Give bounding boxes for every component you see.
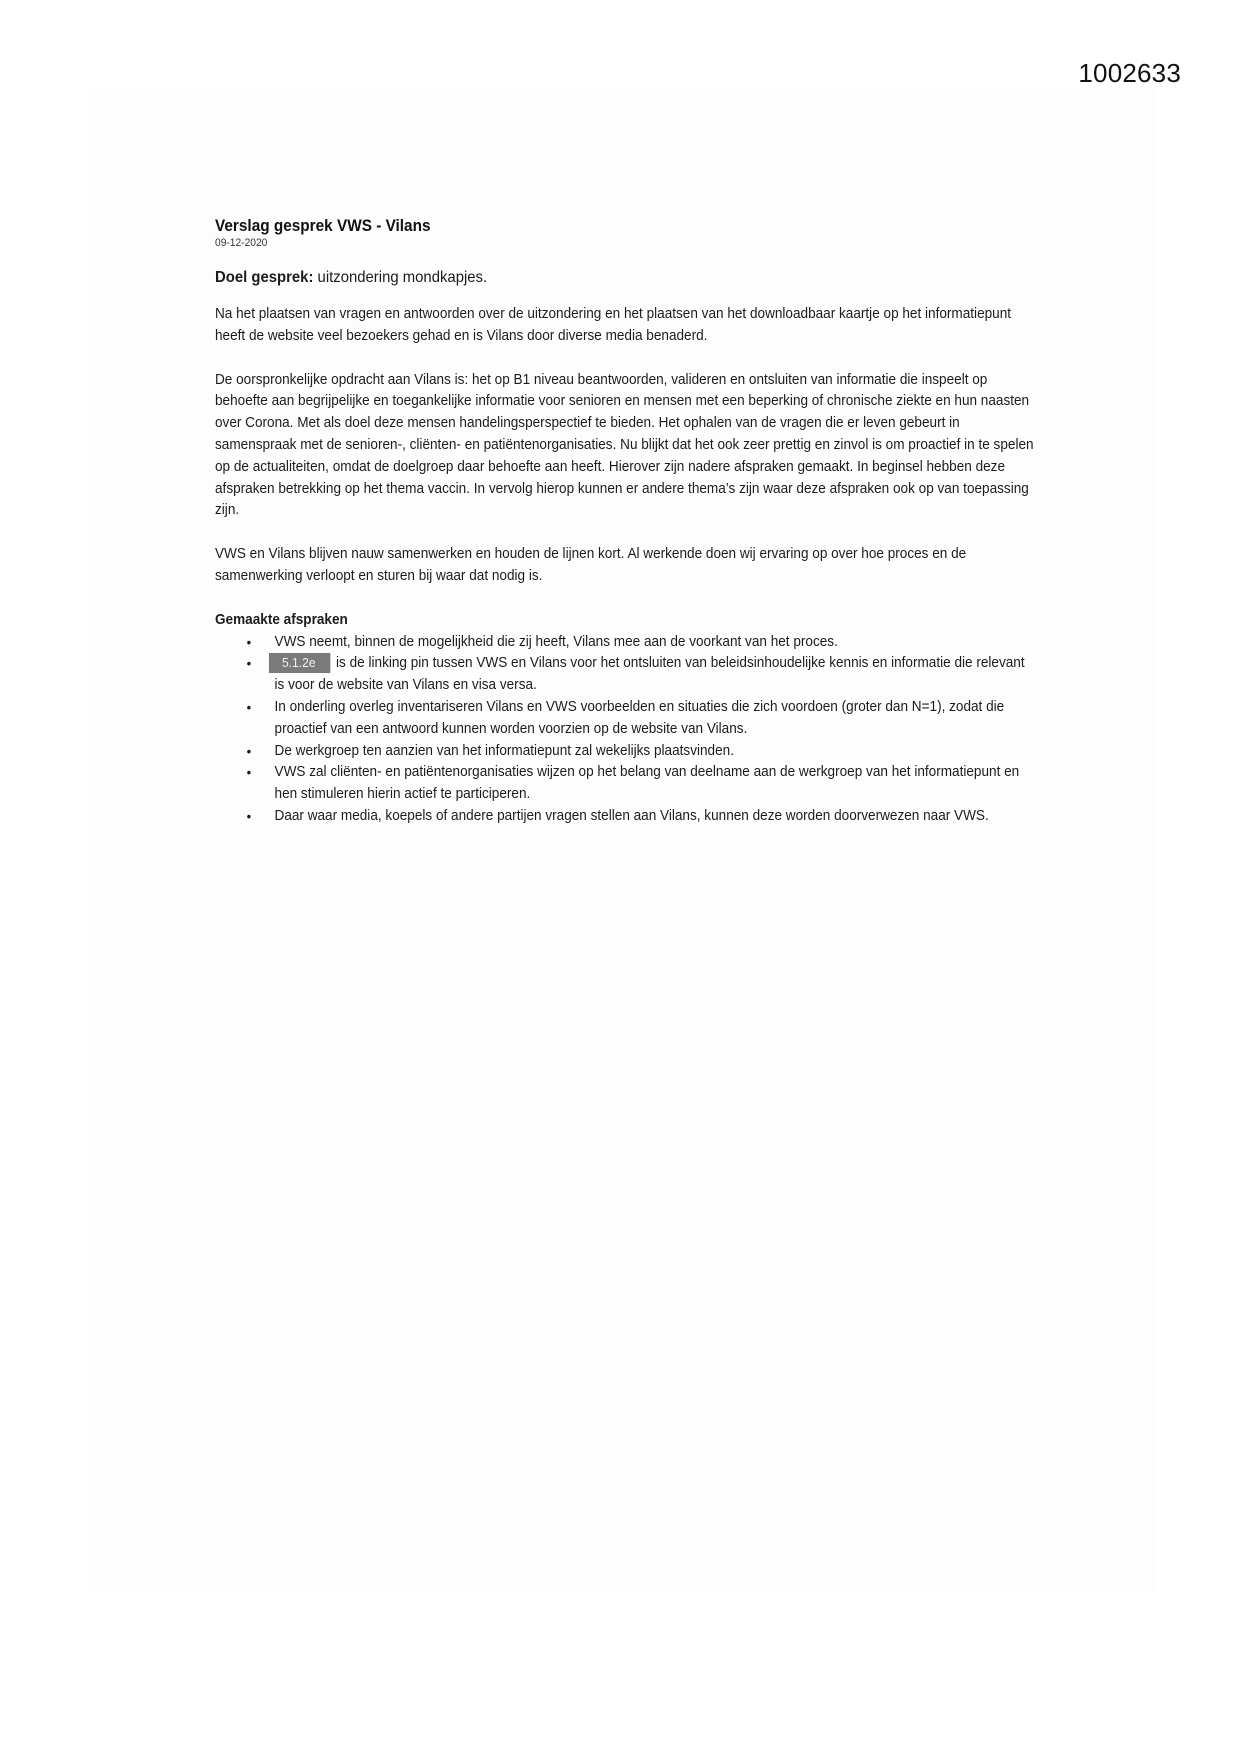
- list-item: [215, 762, 1035, 806]
- paragraph-intro: Na het plaatsen van vragen en antwoorden over de uitzondering en het plaatsen van het downloadbaar kaartje op het informatiepunt heeft de website veel bezoekers gehad en is Vilans door diverse media benaderd.: [215, 306, 1012, 344]
- goal-label: Doel gesprek:: [215, 269, 314, 286]
- list-item: [215, 806, 1035, 828]
- redaction-box: 5.1.2e: [269, 653, 331, 673]
- bullet-icon: •: [246, 764, 252, 781]
- list-item: [215, 632, 1035, 654]
- bullet-icon: •: [246, 807, 252, 824]
- list-item-text: In onderling overleg inventariseren Vilans en VWS voorbeelden en situaties die zich voordoen (groter dan N=1), zodat die proactief van een antwoord kunnen worden voorzien op de website van Vilans.: [274, 698, 1005, 737]
- agreements-heading: Gemaakte afspraken: [215, 611, 348, 628]
- agreements-list: [215, 632, 1035, 828]
- bullet-icon: •: [246, 655, 252, 672]
- list-item-text: is de linking pin tussen VWS en Vilans voor het ontsluiten van beleidsinhoudelijke kennis en informatie die relevant is voor de website van Vilans en visa versa.: [274, 655, 1025, 694]
- paragraph-assignment: De oorspronkelijke opdracht aan Vilans is: het op B1 niveau beantwoorden, valideren en ontsluiten van informatie die inspeelt op behoefte aan begrijpelijke en toegankelijke informatie voor senioren en mensen met een beperking of chronische ziekte en hun naasten over Corona. Met als doel deze mensen handelingsperspectief te bieden. Het ophalen van de vragen die er leven gebeurt in samenspraak met de senioren-, cliënten- en patiëntenorganisaties. Nu blijkt dat het ook zeer prettig en zinvol is om proactief in te spelen op de actualiteiten, omdat de doelgroep daar behoefte aan heeft. Hierover zijn nadere afspraken gemaakt. In beginsel hebben deze afspraken betrekking op het thema vaccin. In vervolg hierop kunnen er andere thema’s zijn waar deze afspraken ook op van toepassing zijn.: [215, 371, 1034, 519]
- list-item-text: VWS neemt, binnen de mogelijkheid die zij heeft, Vilans mee aan de voorkant van het proces.: [274, 633, 838, 650]
- bullet-icon: •: [246, 742, 252, 759]
- list-item-text: Daar waar media, koepels of andere partijen vragen stellen aan Vilans, kunnen deze worden doorverwezen naar VWS.: [274, 807, 989, 824]
- document-id: 1002633: [1078, 58, 1181, 88]
- bullet-icon: •: [246, 633, 252, 650]
- meeting-goal: [215, 268, 1035, 288]
- bullet-icon: •: [246, 698, 252, 715]
- document-title: Verslag gesprek VWS - Vilans: [215, 217, 431, 235]
- document-date: 09-12-2020: [215, 237, 268, 249]
- list-item: [215, 653, 1035, 697]
- list-item-text: De werkgroep ten aanzien van het informatiepunt zal wekelijks plaatsvinden.: [274, 742, 734, 759]
- list-item: [215, 697, 1035, 741]
- goal-text: uitzondering mondkapjes.: [317, 269, 488, 286]
- document-body: [215, 216, 1035, 828]
- paragraph-collaboration: VWS en Vilans blijven nauw samenwerken en houden de lijnen kort. Al werkende doen wij ervaring op over hoe proces en de samenwerking verloopt en sturen bij waar dat nodig is.: [215, 546, 967, 584]
- list-item: [215, 741, 1035, 763]
- list-item-text: VWS zal cliënten- en patiëntenorganisaties wijzen op het belang van deelname aan de werkgroep van het informatiepunt en hen stimuleren hierin actief te participeren.: [274, 764, 1020, 803]
